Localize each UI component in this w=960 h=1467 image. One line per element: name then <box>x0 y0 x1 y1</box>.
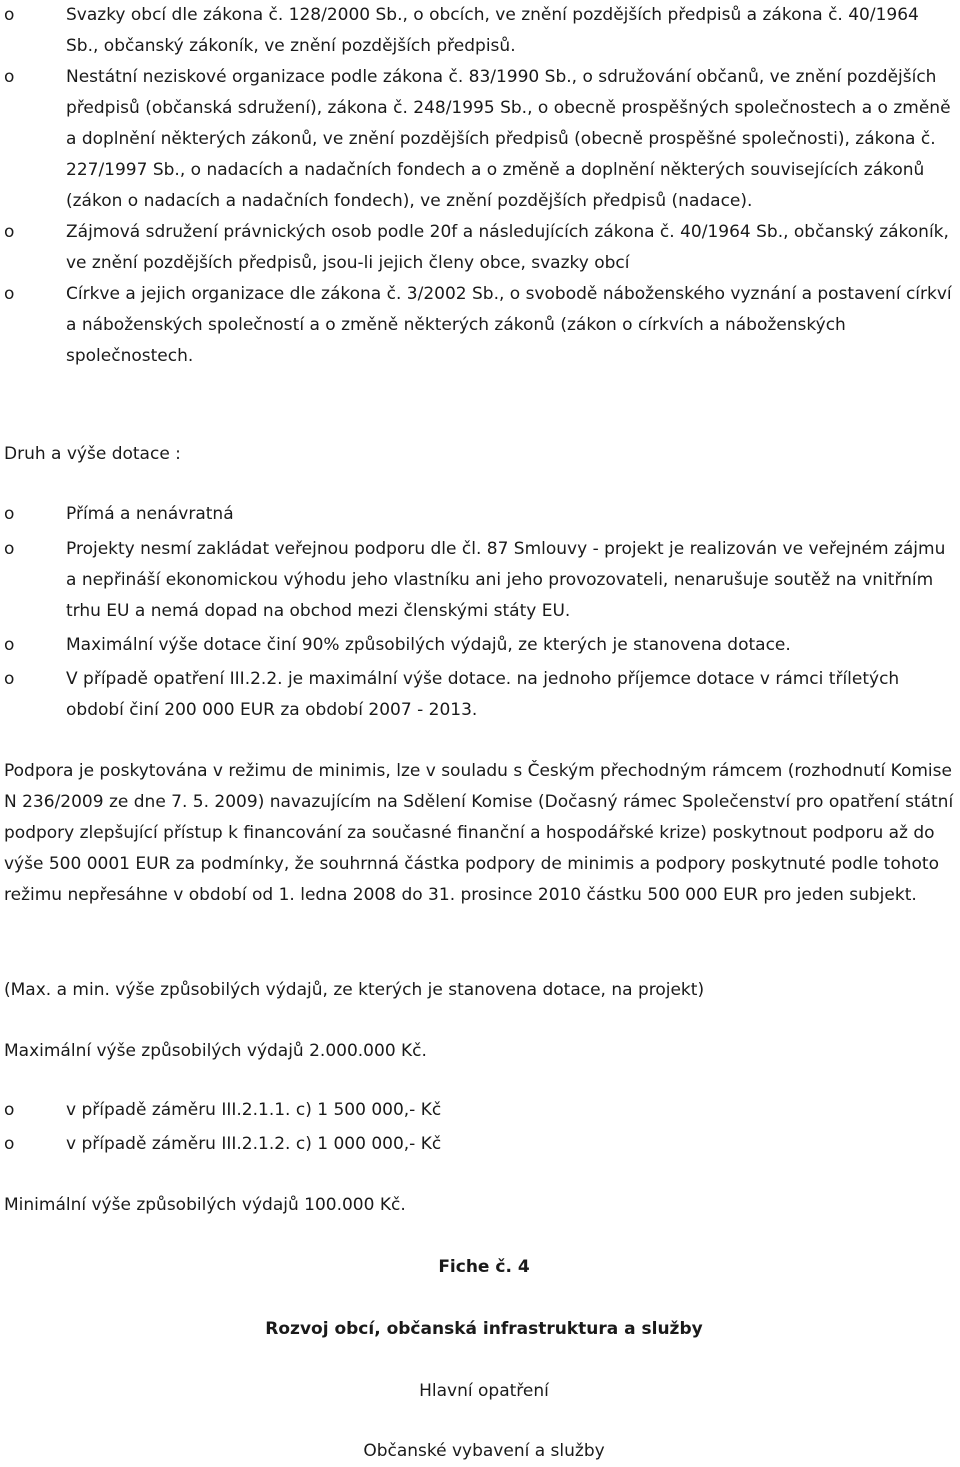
list-item-text: Zájmová sdružení právnických osob podle 20f a následujících zákona č. 40/1964 Sb., občanský zákoník, ve znění pozdějších předpisů, jsou-li jejich členy obce, svazky obcí <box>66 222 949 273</box>
bullet-marker: o <box>4 539 15 559</box>
bullet-marker: o <box>4 67 15 87</box>
bullet-marker: o <box>4 5 15 25</box>
bullet-marker: o <box>4 635 15 655</box>
list-item-text: Projekty nesmí zakládat veřejnou podporu dle čl. 87 Smlouvy - projekt je realizován ve veřejném zájmu a nepřináší ekonomickou výhodu jeho vlastníku ani jeho provozovateli, nenarušuje soutěž na vnitřním trhu EU a nemá dopad na obchod mezi členskými státy EU. <box>66 539 946 621</box>
list-item <box>0 534 960 627</box>
max-expenditure-line: Maximální výše způsobilých výdajů 2.000.000 Kč. <box>4 1041 427 1061</box>
list-item-text: V případě opatření III.2.2. je maximální výše dotace. na jednoho příjemce dotace v rámci tříletých období činí 200 000 EUR za období 2007 - 2013. <box>66 669 900 720</box>
bullet-marker: o <box>4 222 15 242</box>
list-item <box>0 664 960 726</box>
list-item <box>0 630 960 661</box>
list-item-text: Nestátní neziskové organizace podle zákona č. 83/1990 Sb., o sdružování občanů, ve znění pozdějších předpisů (občanská sdružení), zákona č. 248/1995 Sb., o obecně prospěšných společnostech a o změně a doplnění některých zákonů, ve znění pozdějších předpisů (obecně prospěšné společnosti), zákona č. 227/1997 Sb., o nadacích a nadačních fondech a o změně a doplnění některých souvisejících zákonů (zákon o nadacích a nadačních fondech), ve znění pozdějších předpisů (nadace). <box>66 67 951 211</box>
list-item-text: v případě záměru III.2.1.1. c) 1 500 000,- Kč <box>66 1100 442 1120</box>
fiche-subtitle: Rozvoj obcí, občanská infrastruktura a služby <box>265 1319 703 1339</box>
list-item-text: Přímá a nenávratná <box>66 504 234 524</box>
bullet-marker: o <box>4 1100 15 1120</box>
list-item <box>0 217 960 279</box>
fiche-title: Fiche č. 4 <box>438 1257 530 1277</box>
main-measure-label: Hlavní opatření <box>419 1381 549 1401</box>
list-item <box>0 0 960 62</box>
list-item <box>0 62 960 217</box>
eligible-applicants-list <box>0 0 960 372</box>
bullet-marker: o <box>4 504 15 524</box>
min-expenditure-line: Minimální výše způsobilých výdajů 100.000 Kč. <box>4 1195 406 1215</box>
expenditure-limits-list <box>0 1095 960 1160</box>
main-measure-value: Občanské vybavení a služby <box>363 1441 605 1461</box>
section-heading-druh: Druh a výše dotace : <box>4 444 181 464</box>
list-item <box>0 499 960 530</box>
list-item-text: Maximální výše dotace činí 90% způsobilých výdajů, ze kterých je stanovena dotace. <box>66 635 791 655</box>
list-item-text: Církve a jejich organizace dle zákona č. 3/2002 Sb., o svobodě náboženského vyznání a postavení církví a náboženských společností a o změně některých zákonů (zákon o církvích a náboženských společnostech. <box>66 284 952 366</box>
list-item-text: v případě záměru III.2.1.2. c) 1 000 000,- Kč <box>66 1134 442 1154</box>
list-item <box>0 279 960 372</box>
list-item <box>0 1129 960 1160</box>
bullet-marker: o <box>4 669 15 689</box>
de-minimis-paragraph: Podpora je poskytována v režimu de minimis, lze v souladu s Českým přechodným rámcem (rozhodnutí Komise N 236/2009 ze dne 7. 5. 2009) navazujícím na Sdělení Komise (Dočasný rámec Společenství pro opatření státní podpory zlepšující přístup k financování za současné finanční a hospodářské krize) poskytnout podporu až do výše 500 0001 EUR za podmínky, že souhrnná částka podpory de minimis a podpory poskytnuté podle tohoto režimu nepřesáhne v období od 1. ledna 2008 do 31. prosince 2010 částku 500 000 EUR pro jeden subjekt. <box>4 761 954 905</box>
bullet-marker: o <box>4 284 15 304</box>
list-item-text: Svazky obcí dle zákona č. 128/2000 Sb., o obcích, ve znění pozdějších předpisů a zákona č. 40/1964 Sb., občanský zákoník, ve znění pozdějších předpisů. <box>66 5 919 56</box>
subsidy-type-list <box>0 499 960 726</box>
list-item <box>0 1095 960 1126</box>
max-min-note: (Max. a min. výše způsobilých výdajů, ze kterých je stanovena dotace, na projekt) <box>4 980 705 1000</box>
bullet-marker: o <box>4 1134 15 1154</box>
